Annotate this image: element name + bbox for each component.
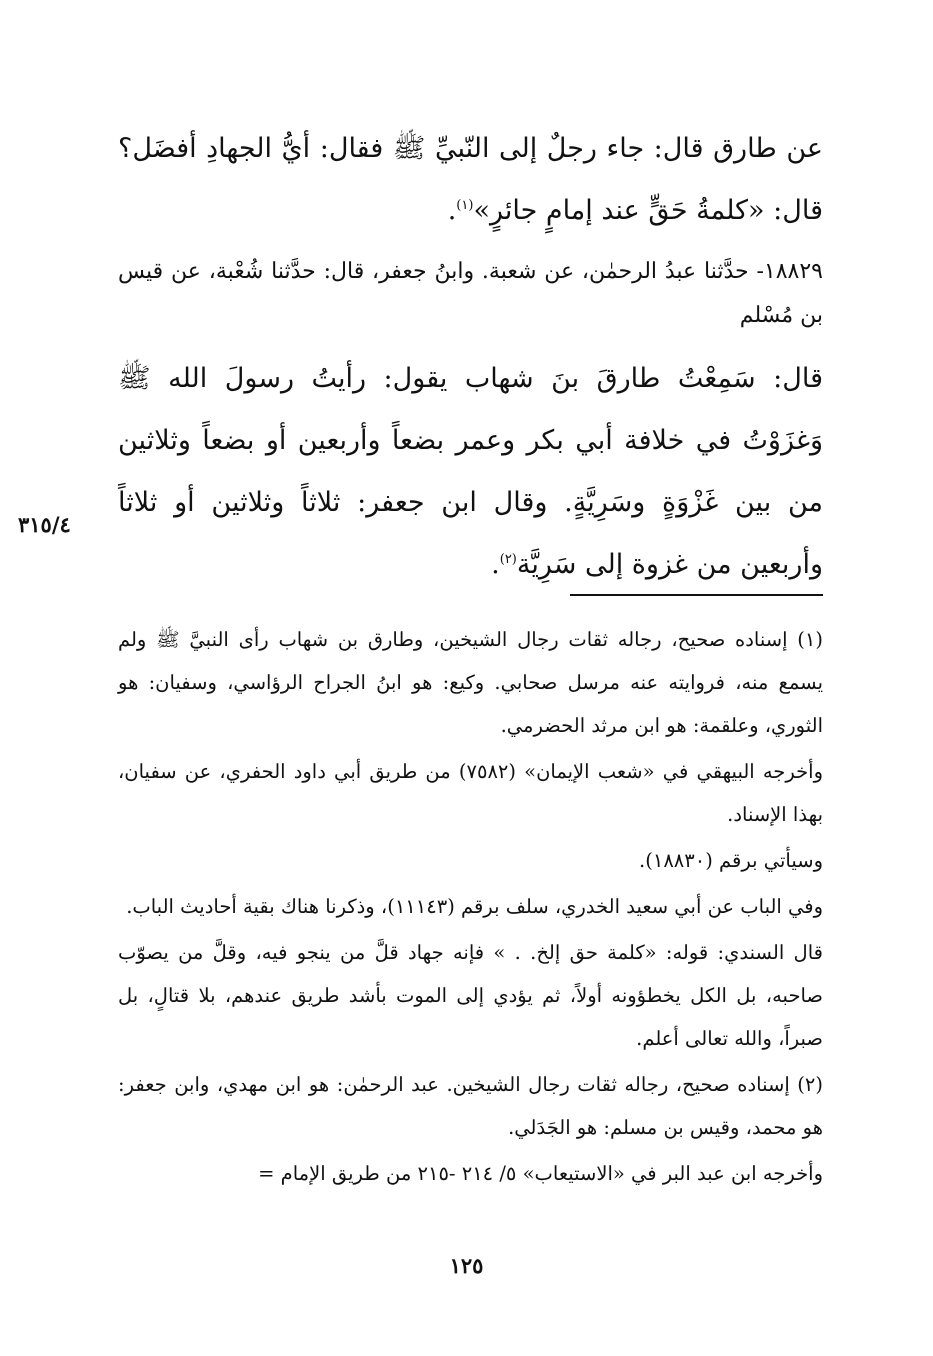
footnote-paragraph: (٢) إسناده صحيح، رجاله ثقات رجال الشيخين. عبد الرحمٰن: هو ابن مهدي، وابن جعفر: هو محمد، وقيس بن مسلم: هو الجَدَلي.: [118, 1073, 823, 1139]
footnote-paragraph: وأخرجه ابن عبد البر في «الاستيعاب» ٥/ ٢١٤ -٢١٥ من طريق الإمام =: [258, 1162, 823, 1185]
footnote-paragraph: وأخرجه البيهقي في «شعب الإيمان» (٧٥٨٢) من طريق أبي داود الحفري، عن سفيان، بهذا الإسناد.: [118, 760, 823, 826]
footnote-paragraph: (١) إسناده صحيح، رجاله ثقات رجال الشيخين، وطارق بن شهاب رأى النبيَّ ﷺ ولم يسمع منه، فروايته عنه مرسل صحابي. وكيع: هو ابنُ الجراح الرؤاسي، وسفيان: هو الثوري، وعلقمة: هو ابن مرثد الحضرمي.: [118, 628, 823, 737]
punctuation: .: [447, 195, 457, 226]
footnotes: [118, 618, 823, 1195]
footnote-divider: [570, 594, 823, 596]
footnote-paragraph: قال السندي: قوله: «كلمة حق إلخ. . » فإنه جهاد قلَّ من ينجو فيه، وقلَّ من يصوّب صاحبه، بل الكل يخطؤونه أولاً، ثم يؤدي إلى الموت بأشد طريق عندهم، بلا قتالٍ، بل صبراً، والله تعالى أعلم.: [118, 941, 823, 1050]
footnote-marker: (١): [456, 198, 474, 213]
footnote-paragraph: وسيأتي برقم (١٨٨٣٠).: [639, 849, 823, 872]
footnote-paragraph: وفي الباب عن أبي سعيد الخدري، سلف برقم (١١١٤٣)، وذكرنا هناك بقية أحاديث الباب.: [126, 895, 823, 918]
punctuation: .: [491, 549, 500, 580]
hadith-text: [118, 118, 823, 596]
isnad-paragraph: ١٨٨٢٩- حدَّثنا عبدُ الرحمٰن، عن شعبة. وابنُ جعفر، قال: حدَّثنا شُعْبة، عن قيس بن مُسْلم: [118, 259, 823, 328]
hadith-text-line: قال: سَمِعْتُ طارقَ بنَ شهاب يقول: رأيتُ رسولَ الله ﷺ وَغزَوْتُ في خلافة أبي بكر وعمر بضعاً وأربعين أو بضعاً وثلاثين من بين غَزْوَةٍ وسَرِيَّةٍ. وقال ابن جعفر: ثلاثاً وثلاثين أو ثلاثاً وأربعين من غزوة إلى سَرِيَّة: [118, 363, 823, 580]
hadith-paragraph: [118, 118, 823, 242]
hadith-text-line: عن طارق قال: جاء رجلٌ إلى النّبيِّ ﷺ فقال: أيُّ الجهادِ أفضَل؟ قال: «كلمةُ حَقٍّ عند إمامٍ جائرٍ»: [118, 133, 823, 226]
footnote-marker: (٢): [499, 552, 517, 567]
hadith-paragraph: [118, 348, 823, 596]
page-number: ١٢٥: [449, 1253, 484, 1278]
margin-reference: ٣١٥/٤: [18, 512, 71, 537]
